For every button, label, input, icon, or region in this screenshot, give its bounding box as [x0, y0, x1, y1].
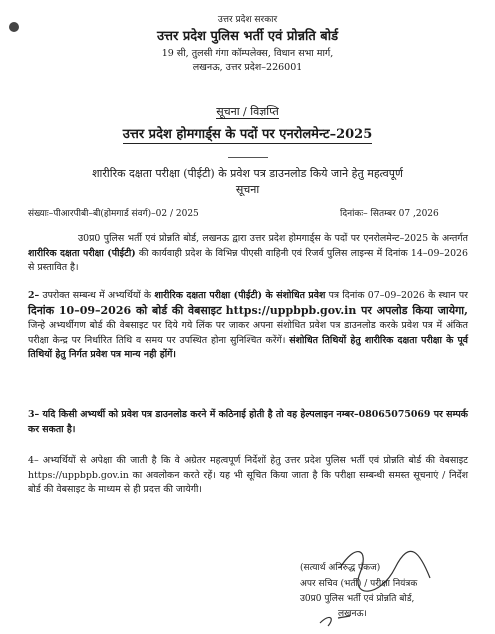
- reference-number: संख्याः–पीआरपीबी–बी(होमगार्ड संवर्ग)–02 / 2025: [28, 209, 199, 219]
- paragraph-1: [28, 232, 468, 276]
- divider: [228, 157, 268, 158]
- para2-text-f: जिन्हे अभ्यर्थीगण बोर्ड की वेबसाइट पर दिये गये लिंक पर जाकर अपना संशोधित प्रवेश पत्र डाउनलोड करके प्रवेश पत्र में अंकित परीक्षा केन्द्र पर निर्धारित तिथि व समय पर उपस्थित होना सुनिश्चित करेंगें।: [28, 320, 468, 346]
- para2-bold-g: संशोधित तिथियों हेतु शारीरिक दक्षता परीक्षा के पूर्व तिथियों हेतु निर्गत प्रवेश पत्र मान्य नही होंगें।: [28, 334, 468, 360]
- notice-type: [0, 104, 495, 119]
- notice-title-text: उत्तर प्रदेश होमगार्ड्स के पदों पर एनरोलमेन्ट–2025: [122, 127, 373, 142]
- signatory-city: लखनऊ।: [338, 609, 367, 619]
- subject-line-2: सूचना: [235, 183, 260, 196]
- address-line-1: 19 सी, तुलसी गंगा कॉम्पलेक्स, विधान सभा मार्ग,: [161, 48, 334, 59]
- signatory-designation: अपर सचिव (भर्ती) / परीक्षा नियंत्रक: [300, 579, 418, 589]
- para1-text-a: उ0प्र0 पुलिस भर्ती एवं प्रोन्नति बोर्ड, लखनऊ द्वारा उत्तर प्रदेश होमगार्ड्स के पदों पर एनरोलमेन्ट–2025 के अन्तर्गत: [78, 233, 468, 244]
- paragraph-2: [28, 289, 468, 363]
- signatory-name: (सत्यार्थ अनिरुद्ध पंकज): [300, 563, 381, 573]
- paragraph-3: [28, 408, 468, 437]
- para2-text-c: पत्र दिनांक 07–09–2026 के स्थान पर: [325, 290, 468, 301]
- para4-number: 4–: [28, 455, 39, 466]
- para2-website-link[interactable]: https://uppbpb.gov.in पर अपलोड किया जायेगा,: [225, 303, 468, 317]
- reference-date: दिनांकः– सितम्बर 07 ,2026: [340, 209, 439, 219]
- paragraph-4: [28, 454, 468, 498]
- para3-number: 3–: [28, 409, 40, 420]
- para1-bold: शारीरिक दक्षता परीक्षा (पीईटी): [28, 247, 136, 259]
- para2-number: 2–: [28, 290, 40, 301]
- signatory-organization: उ0प्र0 पुलिस भर्ती एवं प्रोन्नति बोर्ड,: [300, 594, 415, 604]
- para2-bold-b: शारीरिक दक्षता परीक्षा (पीईटी) के संशोधित प्रवेश: [154, 290, 326, 301]
- para2-bold-d: दिनांक 10–09–2026 को बोर्ड की वेबसाइट: [28, 303, 222, 317]
- para2-text-a: उपरोक्त सम्बन्ध में अभ्यर्थियों के: [39, 290, 155, 301]
- para1-text-c: की कार्यवाही प्रदेश के विभिन्न पीएसी वाहिनी एवं रिजर्व पुलिस लाइन्स में दिनांक 14–09–2026 से प्रस्तावित है।: [28, 247, 468, 273]
- para3-text: यदि किसी अभ्यर्थी को प्रवेश पत्र डाउनलोड करने में कठिनाई होती है तो वह हेल्पलाइन नम्बर–08065075069 पर सम्पर्क कर सकता है।: [28, 409, 468, 435]
- notice-title: [0, 124, 495, 142]
- government-name: उत्तर प्रदेश सरकार: [217, 15, 278, 25]
- board-name: उत्तर प्रदेश पुलिस भर्ती एवं प्रोन्नति बोर्ड: [156, 29, 339, 44]
- para4-text: अभ्यर्थियों से अपेक्षा की जाती है कि वे अग्रेतर महत्वपूर्ण निर्देशों हेतु उत्तर प्रदेश पुलिस भर्ती एवं प्रोन्नति बोर्ड की वेबसाइट https://uppbpb.gov.in का अवलोकन करते रहें। यह भी सूचित किया जाता है कि परीक्षा सम्बन्धी समस्त सूचनाएं / निर्देश बोर्ड की वेबसाइट के माध्यम से ही प्रदत्त की जायेगी।: [28, 455, 468, 495]
- address-line-2: लखनऊ, उत्तर प्रदेश–226001: [192, 62, 303, 73]
- notice-type-text: सूचना / विज्ञप्ति: [216, 105, 279, 118]
- subject-line-1: शारीरिक दक्षता परीक्षा (पीईटी) के प्रवेश पत्र डाउनलोड किये जाने हेतु महत्वपूर्ण: [92, 167, 403, 180]
